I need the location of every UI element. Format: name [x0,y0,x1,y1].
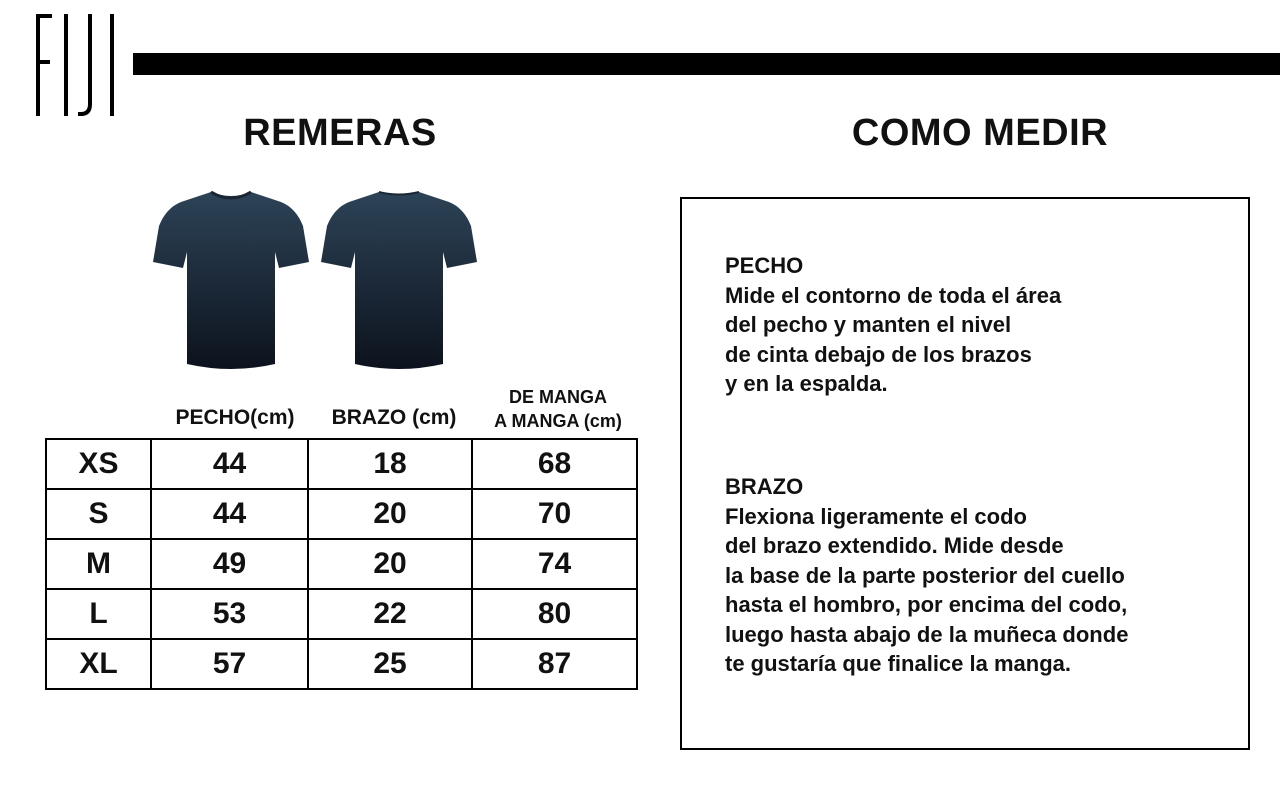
brazo-cell: 20 [308,489,472,539]
guide-text-line: del brazo extendido. Mide desde [725,533,1064,558]
guide-section-brazo [725,472,1128,679]
size-cell: M [46,539,151,589]
guide-text-line: hasta el hombro, por encima del codo, [725,592,1128,617]
col-header-manga-line1: DE MANGA [509,387,607,407]
brazo-cell: 20 [308,539,472,589]
table-row [46,639,637,689]
section-title-remeras: REMERAS [243,112,437,154]
table-row [46,589,637,639]
guide-text-line: Mide el contorno de toda el área [725,282,1062,308]
col-header-brazo: BRAZO (cm) [331,406,457,429]
guide-section-pecho [725,251,1061,399]
guide-heading-pecho: PECHO [725,253,804,278]
brazo-cell: 22 [308,589,472,639]
brazo-cell: 25 [308,639,472,689]
guide-text-line: del pecho y manten el nivel [725,312,1012,337]
manga-cell: 70 [472,489,637,539]
col-header-manga-line2: A MANGA (cm) [494,411,622,431]
tshirt-back-image [319,188,479,378]
pecho-cell: 44 [151,489,308,539]
tshirt-front-image [151,188,311,378]
size-cell: XS [46,439,151,489]
measuring-guide-box [680,197,1250,750]
guide-heading-brazo: BRAZO [725,474,804,499]
size-cell: L [46,589,151,639]
manga-cell: 68 [472,439,637,489]
table-row [46,539,637,589]
guide-text-line: Flexiona ligeramente el codo [725,503,1027,529]
guide-text-line: la base de la parte posterior del cuello [725,562,1125,588]
size-table [45,438,638,690]
header-divider-bar [133,53,1280,75]
pecho-cell: 44 [151,439,308,489]
brazo-cell: 18 [308,439,472,489]
pecho-cell: 57 [151,639,308,689]
col-header-pecho: PECHO(cm) [175,406,295,429]
guide-text-line: luego hasta abajo de la muñeca donde [725,621,1129,647]
fiji-logo [34,12,118,118]
pecho-cell: 53 [151,589,308,639]
table-row [46,489,637,539]
guide-text-line: te gustaría que finalice la manga. [725,651,1071,676]
manga-cell: 80 [472,589,637,639]
guide-text-line: de cinta debajo de los brazos [725,341,1032,367]
guide-text-line: y en la espalda. [725,371,888,396]
table-row [46,439,637,489]
size-cell: S [46,489,151,539]
manga-cell: 87 [472,639,637,689]
manga-cell: 74 [472,539,637,589]
pecho-cell: 49 [151,539,308,589]
size-cell: XL [46,639,151,689]
section-title-como-medir: COMO MEDIR [851,112,1109,154]
